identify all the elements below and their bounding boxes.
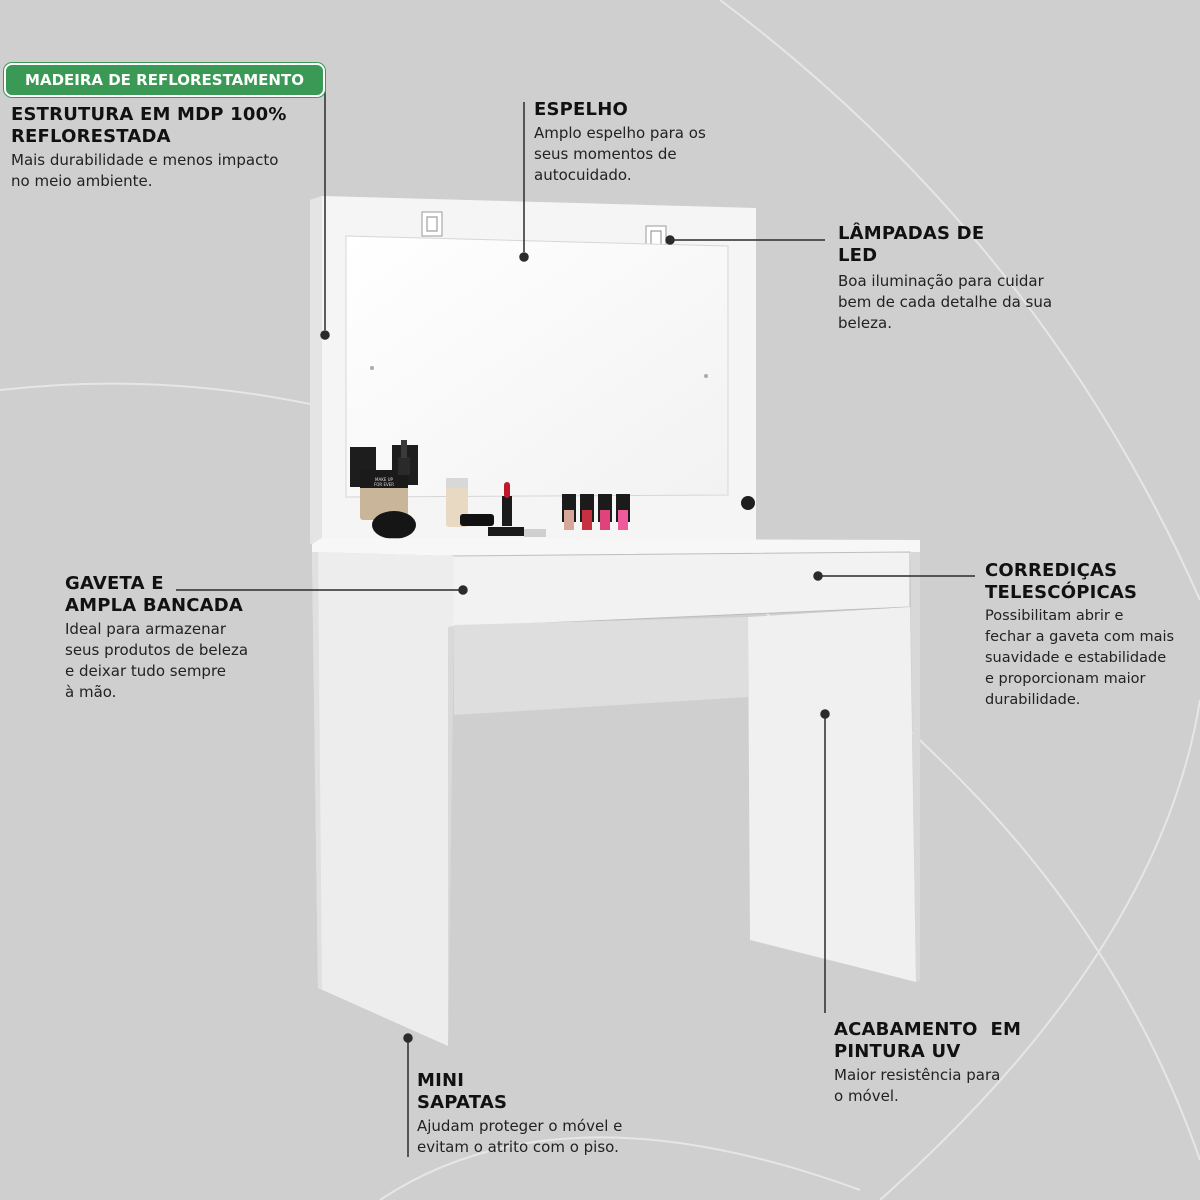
feature-corredicas: [985, 560, 1197, 711]
feature-title: MINI SAPATAS: [417, 1070, 508, 1113]
feature-title: GAVETA E AMPLA BANCADA: [65, 573, 244, 616]
feature-title: ESPELHO: [534, 99, 628, 120]
feature-acabamento: [834, 1019, 1084, 1107]
feature-title: ACABAMENTO EM PINTURA UV: [834, 1019, 1022, 1062]
feature-description: Boa iluminação para cuidar bem de cada detalhe da sua beleza.: [838, 272, 1053, 332]
feature-lampadas-led: [838, 223, 1088, 334]
left-side-panel: [312, 552, 454, 1046]
feature-description: Possibilitam abrir e fechar a gaveta com mais suavidade e estabilidade e proporcionam maior durabilidade.: [985, 608, 1175, 708]
led-lamp-left: [422, 212, 442, 236]
feature-gaveta: [65, 573, 305, 703]
right-side-panel: [748, 607, 916, 982]
feature-title: LÂMPADAS DE LED: [838, 223, 985, 266]
feature-title: ESTRUTURA EM MDP 100% REFLORESTADA: [11, 104, 287, 147]
product-label-line-1: MAKE UP: [375, 477, 393, 482]
feature-description: Maior resistência para o móvel.: [834, 1066, 1001, 1105]
feature-description: Mais durabilidade e menos impacto no meio ambiente.: [11, 151, 279, 190]
product-label-line-2: FOR EVER: [373, 482, 395, 487]
feature-description: Amplo espelho para os seus momentos de autocuidado.: [534, 124, 706, 184]
feature-espelho: [534, 99, 754, 186]
feature-estrutura: [11, 104, 311, 192]
feature-title: CORREDIÇAS TELESCÓPICAS: [985, 560, 1138, 603]
led-switch-icon: [741, 496, 755, 510]
feature-description: Ajudam proteger o móvel e evitam o atrito com o piso.: [417, 1117, 623, 1156]
reforestation-badge: MADEIRA DE REFLORESTAMENTO: [4, 63, 325, 97]
feature-description: Ideal para armazenar seus produtos de beleza e deixar tudo sempre à mão.: [65, 620, 249, 701]
feature-mini-sapatas: [417, 1070, 677, 1158]
